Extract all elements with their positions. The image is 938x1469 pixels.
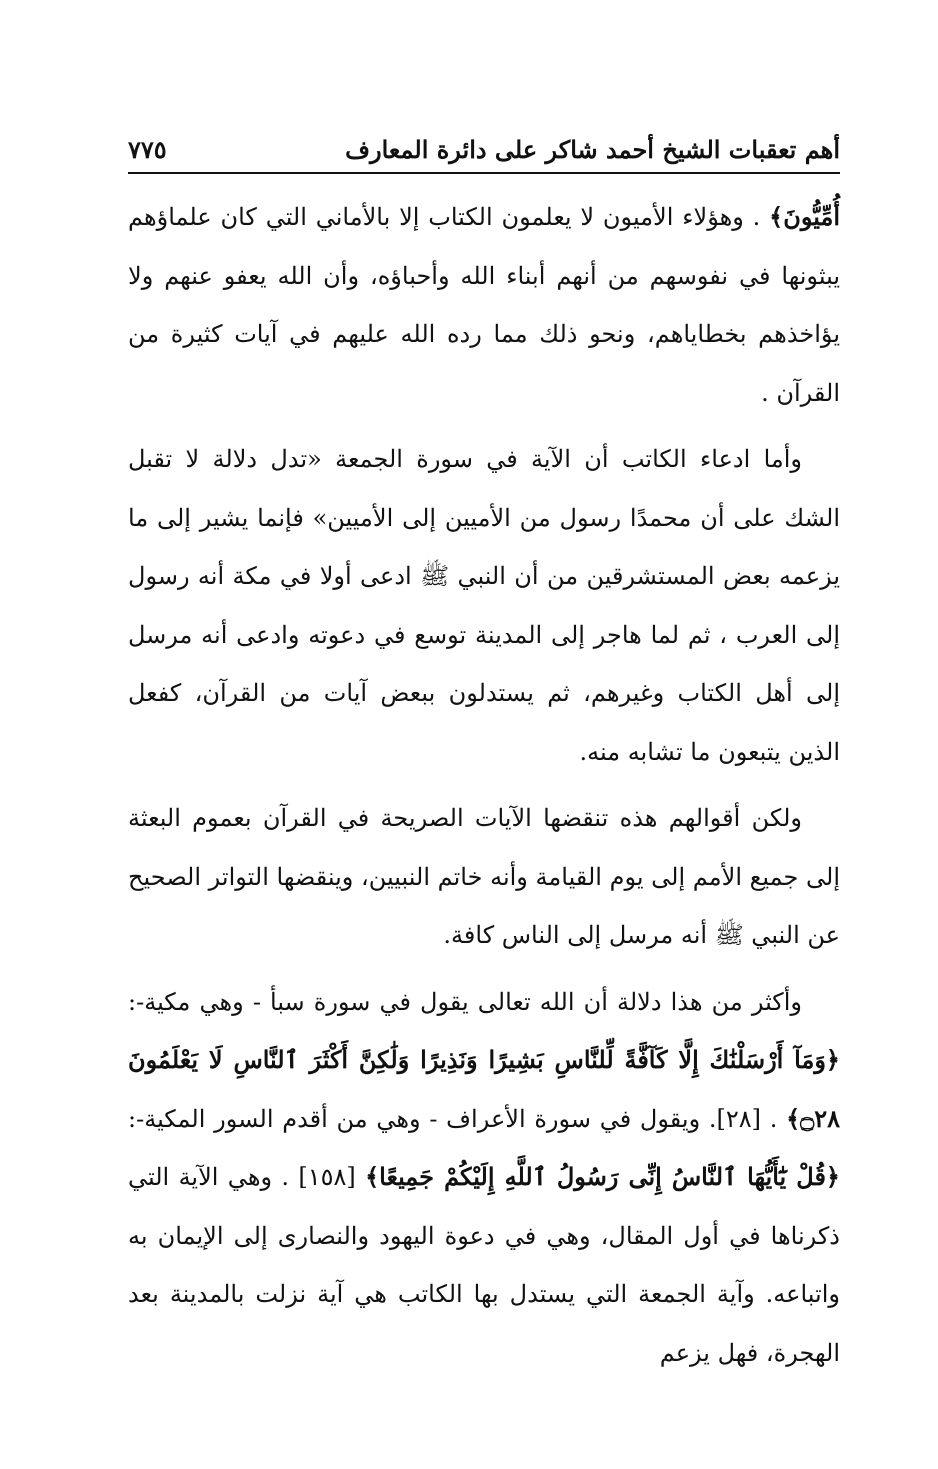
- paragraph-1: [128, 188, 840, 422]
- paragraph-4: [128, 973, 840, 1383]
- page-number: ٧٧٥: [128, 135, 167, 164]
- page-header: [128, 118, 840, 170]
- running-title: أهم تعقبات الشيخ أحمد شاكر على دائرة المعارف: [345, 135, 840, 164]
- text-run: ولكن أقوالهم هذه تنقضها الآيات الصريحة في القرآن بعموم البعثة إلى جميع الأمم إلى يوم القيامة وأنه خاتم النبيين، وينقضها التواتر الصحيح عن النبي ﷺ أنه مرسل إلى الناس كافة.: [128, 804, 840, 949]
- paragraph-2: [128, 430, 840, 781]
- text-run: [١٥٨] . وهي الآية التي ذكرناها في أول المقال، وهي في دعوة اليهود والنصارى إلى الإيمان به واتباعه. وآية الجمعة التي يستدل بها الكاتب هي آية نزلت بالمدينة بعد الهجرة، فهل يزعم: [128, 1163, 840, 1367]
- text-run: وأما ادعاء الكاتب أن الآية في سورة الجمعة «تدل دلالة لا تقبل الشك على أن محمدًا رسول من الأميين إلى الأميين» فإنما يشير إلى ما يزعمه بعض المستشرقين من أن النبي ﷺ ادعى أولا في مكة أنه رسول إلى العرب ، ثم لما هاجر إلى المدينة توسع في دعوته وادعى أنه مرسل إلى أهل الكتاب وغيرهم، ثم يستدلون ببعض آيات من القرآن، كفعل الذين يتبعون ما تشابه منه.: [128, 445, 841, 766]
- text-run: وأكثر من هذا دلالة أن الله تعالى يقول في سورة سبأ - وهي مكية-:: [128, 987, 802, 1016]
- text-run: . [٢٨]. ويقول في سورة الأعراف - وهي من أقدم السور المكية-:: [128, 1104, 787, 1133]
- quran-verse: أُمِّيُّونَ﴾: [769, 202, 840, 231]
- header-divider: [128, 172, 840, 174]
- text-run: . وهؤلاء الأميون لا يعلمون الكتاب إلا بالأماني التي كان علماؤهم يبثونها في نفوسهم من أنهم أبناء الله وأحباؤه، وأن الله يعفو عنهم ولا يؤاخذهم بخطاياهم، ونحو ذلك مما رده الله عليهم في آيات كثيرة من القرآن .: [128, 203, 840, 407]
- body-text: [128, 188, 840, 1390]
- paragraph-3: [128, 789, 840, 965]
- quran-verse: ﴿وَمَآ أَرْسَلْنَٰكَ إِلَّا كَآفَّةً لِّلنَّاسِ بَشِيرًا وَنَذِيرًا وَلَٰكِنَّ أَكْثَرَ ٱلنَّاسِ لَا يَعْلَمُونَ ۝٢٨﴾: [128, 1045, 841, 1133]
- quran-verse: ﴿قُلْ يَٰٓأَيُّهَا ٱلنَّاسُ إِنِّى رَسُولُ ٱللَّهِ إِلَيْكُمْ جَمِيعًا﴾: [365, 1162, 840, 1191]
